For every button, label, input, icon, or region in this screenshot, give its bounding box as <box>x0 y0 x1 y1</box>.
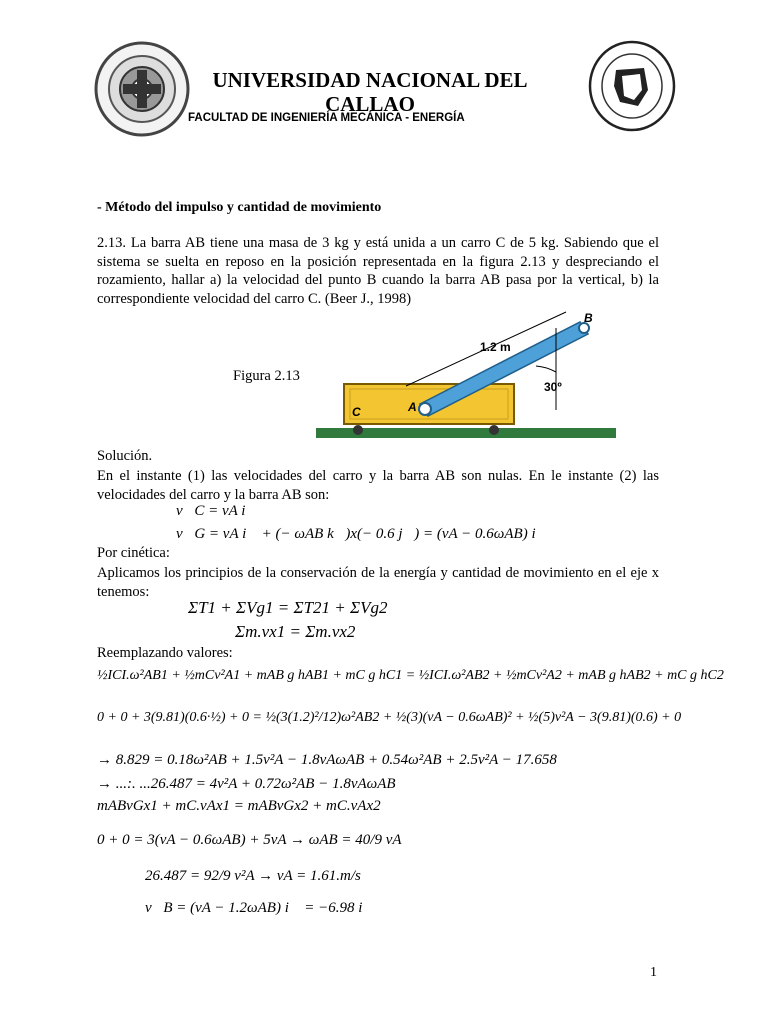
figure-angle-label: 30º <box>544 380 562 394</box>
figure-length-label: 1.2 m <box>480 340 511 354</box>
replace-label: Reemplazando valores: <box>97 645 233 661</box>
left-university-seal <box>93 40 191 138</box>
principles-text: Aplicamos los principios de la conservación de la energía y cantidad de movimiento en el eje x tenemos: <box>97 565 659 600</box>
figure-label-b: B <box>584 311 593 325</box>
solution-label: Solución. <box>97 448 153 464</box>
faculty-name: FACULTAD DE INGENIERÍA MECÁNICA - ENERGÍA <box>188 112 465 124</box>
page-number: 1 <box>650 965 657 980</box>
equation-momentum: Σm.vx1 = Σm.vx2 <box>235 622 356 641</box>
figure-label-c: C <box>352 405 361 419</box>
kinetics-label: Por cinética: <box>97 545 170 561</box>
solution-text: En el instante (1) las velocidades del carro y la barra AB son nulas. En le instante (2) las velocidades del carro y la barra AB son: <box>97 468 659 503</box>
equation-expanded: ½ICI.ω²AB1 + ½mCv²A1 + mAB g hAB1 + mC g hC1 = ½ICI.ω²AB2 + ½mCv²A2 + mAB g hAB2 + mC g hC2 <box>97 668 724 683</box>
university-title-line2: CALLAO <box>325 92 415 116</box>
equation-result2: v⃗B = (vA − 1.2ωAB) i⃗ = −6.98 i⃗ <box>145 900 375 916</box>
equation-momentum-numeric: 0 + 0 = 3(vA − 0.6ωAB) + 5vA → ωAB = 40/9 vA <box>97 832 402 848</box>
equation-momentum-expanded: mABvGx1 + mC.vAx1 = mABvGx2 + mC.vAx2 <box>97 798 381 814</box>
equation-step2: → ...:. ...26.487 = 4v²A + 0.72ω²AB − 1.8vAωAB <box>97 776 396 792</box>
equation-vc: v⃗C = vA i⃗ <box>176 503 258 519</box>
equation-vg: v⃗G = vA i⃗ + (− ωAB k⃗)x(− 0.6 j⃗) = (vA − 0.6ωAB) i⃗ <box>176 526 548 542</box>
figure-caption: Figura 2.13 <box>233 368 300 384</box>
equation-numeric: 0 + 0 + 3(9.81)(0.6·½) + 0 = ½(3(1.2)²/12)ω²AB2 + ½(3)(vA − 0.6ωAB)² + ½(5)v²A − 3(9.81)(0.6) + 0 <box>97 710 682 725</box>
figure-cart-bar <box>316 306 616 446</box>
problem-statement: 2.13. La barra AB tiene una masa de 3 kg y está unida a un carro C de 5 kg. Sabiendo que el sistema se suelta en reposo en la posición representada en la figura 2.13 y despreciando el rozamiento, hallar a) la velocidad del punto B cuando la barra AB pasa por la vertical, b) la correspondiente velocidad del carro C. (Beer J., 1998) <box>97 235 659 307</box>
equation-energy: ΣT1 + ΣVg1 = ΣT21 + ΣVg2 <box>188 598 388 617</box>
university-title-line1: UNIVERSIDAD NACIONAL DEL <box>212 68 528 92</box>
equation-result1: 26.487 = 92/9 v²A → vA = 1.61.m/s <box>145 868 361 884</box>
figure-label-a: A <box>408 400 417 414</box>
right-university-seal <box>588 40 676 132</box>
section-heading: - Método del impulso y cantidad de movimiento <box>97 200 382 215</box>
equation-step1: → 8.829 = 0.18ω²AB + 1.5v²A − 1.8vAωAB + 0.54ω²AB + 2.5v²A − 17.658 <box>97 752 557 768</box>
